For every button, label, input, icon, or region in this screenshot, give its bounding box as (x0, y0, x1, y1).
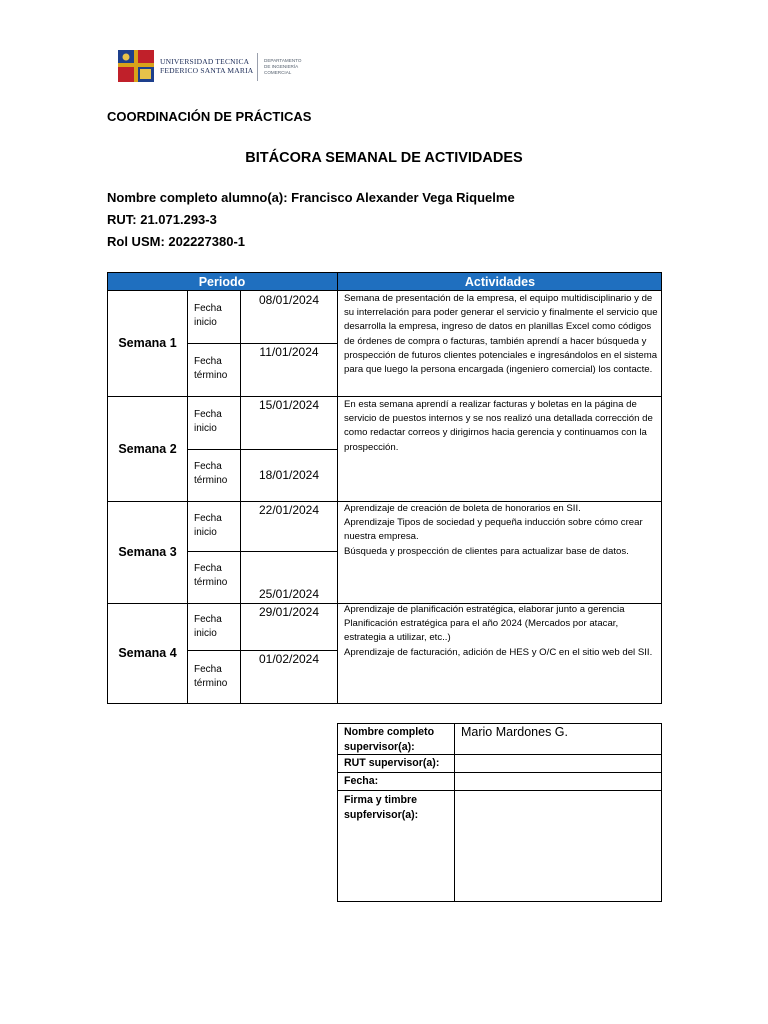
student-name: Nombre completo alumno(a): Francisco Alexander Vega Riquelme (107, 190, 515, 205)
end-label-line-1: Fecha (194, 664, 222, 675)
activity-text: Aprendizaje Tipos de sociedad y pequeña inducción sobre cómo crear nuestra empresa. (344, 517, 643, 543)
end-label-line-1: Fecha (194, 356, 222, 367)
table-border-bottom (107, 703, 662, 704)
week-4-end-date: 01/02/2024 (258, 652, 320, 666)
week-4-label: Semana 4 (118, 646, 177, 660)
end-label-line-1: Fecha (194, 563, 222, 574)
department-line-2: DE INGENIERÍA (264, 63, 299, 69)
table-border-right (661, 272, 662, 704)
start-label-line-2: inicio (194, 317, 217, 328)
week-1-end-label (194, 355, 239, 383)
activity-text: Aprendizaje de creación de boleta de honorarios en SII. (344, 503, 581, 514)
activity-text: Aprendizaje de facturación, adición de HES y O/C en el sitio web del SII. (344, 646, 653, 658)
week3-date-divider (187, 551, 338, 552)
sup-border-top (337, 723, 662, 724)
week2-date-divider (187, 449, 338, 450)
week4-date-divider (187, 650, 338, 651)
week-3-start-date: 22/01/2024 (258, 503, 320, 517)
supervisor-signature-label: Firma y timbre supfervisor(a): (344, 794, 419, 821)
week-3-activities (344, 502, 658, 559)
table-border-col1 (187, 290, 188, 704)
university-name-line-1: UNIVERSIDAD TECNICA (160, 57, 250, 66)
department-name (264, 58, 324, 75)
start-label-line-1: Fecha (194, 513, 222, 524)
student-rol: Rol USM: 202227380-1 (107, 234, 246, 249)
end-label-line-2: término (194, 475, 228, 486)
start-label-line-2: inicio (194, 527, 217, 538)
week-3-start-label (194, 512, 239, 540)
table-border-col3 (337, 272, 338, 704)
week-3-label: Semana 3 (118, 545, 177, 559)
end-label-line-2: término (194, 577, 228, 588)
supervisor-rut-label: RUT supervisor(a): (344, 757, 440, 769)
week-2-end-date: 18/01/2024 (258, 468, 320, 482)
activity-text: Búsqueda y prospección de clientes para actualizar base de datos. (344, 545, 629, 557)
table-border-header (107, 290, 662, 291)
week-4-start-label (194, 613, 239, 641)
week-1-activities (344, 292, 658, 377)
sup-border-left (337, 723, 338, 902)
end-label-line-2: término (194, 678, 228, 689)
week-2-start-label (194, 408, 239, 436)
period-header: Periodo (107, 273, 337, 291)
week-2-label: Semana 2 (118, 442, 177, 456)
start-label-line-2: inicio (194, 628, 217, 639)
supervisor-name-label: Nombre completo supervisor(a): (344, 726, 435, 753)
end-label-line-1: Fecha (194, 461, 222, 472)
week-1-start-date: 08/01/2024 (258, 293, 320, 307)
university-logo (118, 50, 318, 86)
usm-shield-icon (118, 50, 154, 82)
activity-text: Aprendizaje de planificación estratégica, elaborar junto a gerencia Planificación estratégica para el año 2024 (Mercados por atacar, estrategia a utilizar, etc..) (344, 604, 625, 644)
sup-border-row1 (337, 754, 662, 755)
week-3-end-label (194, 562, 239, 590)
sup-border-bottom (337, 901, 662, 902)
start-label-line-1: Fecha (194, 303, 222, 314)
activities-header: Actividades (338, 273, 662, 291)
department-line-3: COMERCIAL (264, 69, 292, 75)
week-2-end-label (194, 460, 239, 488)
week-4-activities (344, 603, 658, 660)
start-label-line-1: Fecha (194, 409, 222, 420)
start-label-line-2: inicio (194, 423, 217, 434)
week-1-start-label (194, 302, 239, 330)
supervisor-name-value: Mario Mardones G. (461, 725, 568, 739)
week1-date-divider (187, 343, 338, 344)
week-4-end-label (194, 663, 239, 691)
logo-divider (257, 53, 258, 81)
sup-border-row2 (337, 772, 662, 773)
sup-border-row3 (337, 790, 662, 791)
supervisor-date-label: Fecha: (344, 775, 379, 787)
week-2-start-date: 15/01/2024 (258, 398, 320, 412)
student-rut: RUT: 21.071.293-3 (107, 212, 217, 227)
table-border-top (107, 272, 662, 273)
week-1-end-date: 11/01/2024 (259, 345, 319, 359)
activity-text: Semana de presentación de la empresa, el equipo multidisciplinario y de su interrelación para poder generar el servicio y finalmente el servicio que desarrolla la empresa, ingreso de datos en planillas Excel como códigos de órdenes de compra o facturas, también aprendí a hacer búsqueda y prospección de futuros clientes potenciales e ingresándolos en el sistema para que luego la persona encargada (ingeniero comercial) los contacte. (344, 293, 658, 376)
table-border-week1 (107, 396, 662, 397)
university-name-line-2: FEDERICO SANTA MARIA (160, 66, 254, 75)
sup-border-mid (454, 723, 455, 902)
week-3-end-date: 25/01/2024 (258, 587, 320, 601)
document-title: BITÁCORA SEMANAL DE ACTIVIDADES (245, 150, 523, 166)
coordination-heading: COORDINACIÓN DE PRÁCTICAS (107, 109, 312, 124)
end-label-line-2: término (194, 370, 228, 381)
sup-border-right (661, 723, 662, 902)
week-4-start-date: 29/01/2024 (258, 605, 320, 619)
activity-text: En esta semana aprendí a realizar facturas y boletas en la página de servicio de puestos internos y se nos realizó una detallada corrección de como redactar correos y dirigirnos hacia gerencia y continuamos con la prospección. (344, 399, 653, 453)
start-label-line-1: Fecha (194, 614, 222, 625)
week-1-label: Semana 1 (118, 336, 177, 350)
week-2-activities (344, 398, 658, 455)
department-line-1: DEPARTAMENTO (264, 58, 302, 63)
